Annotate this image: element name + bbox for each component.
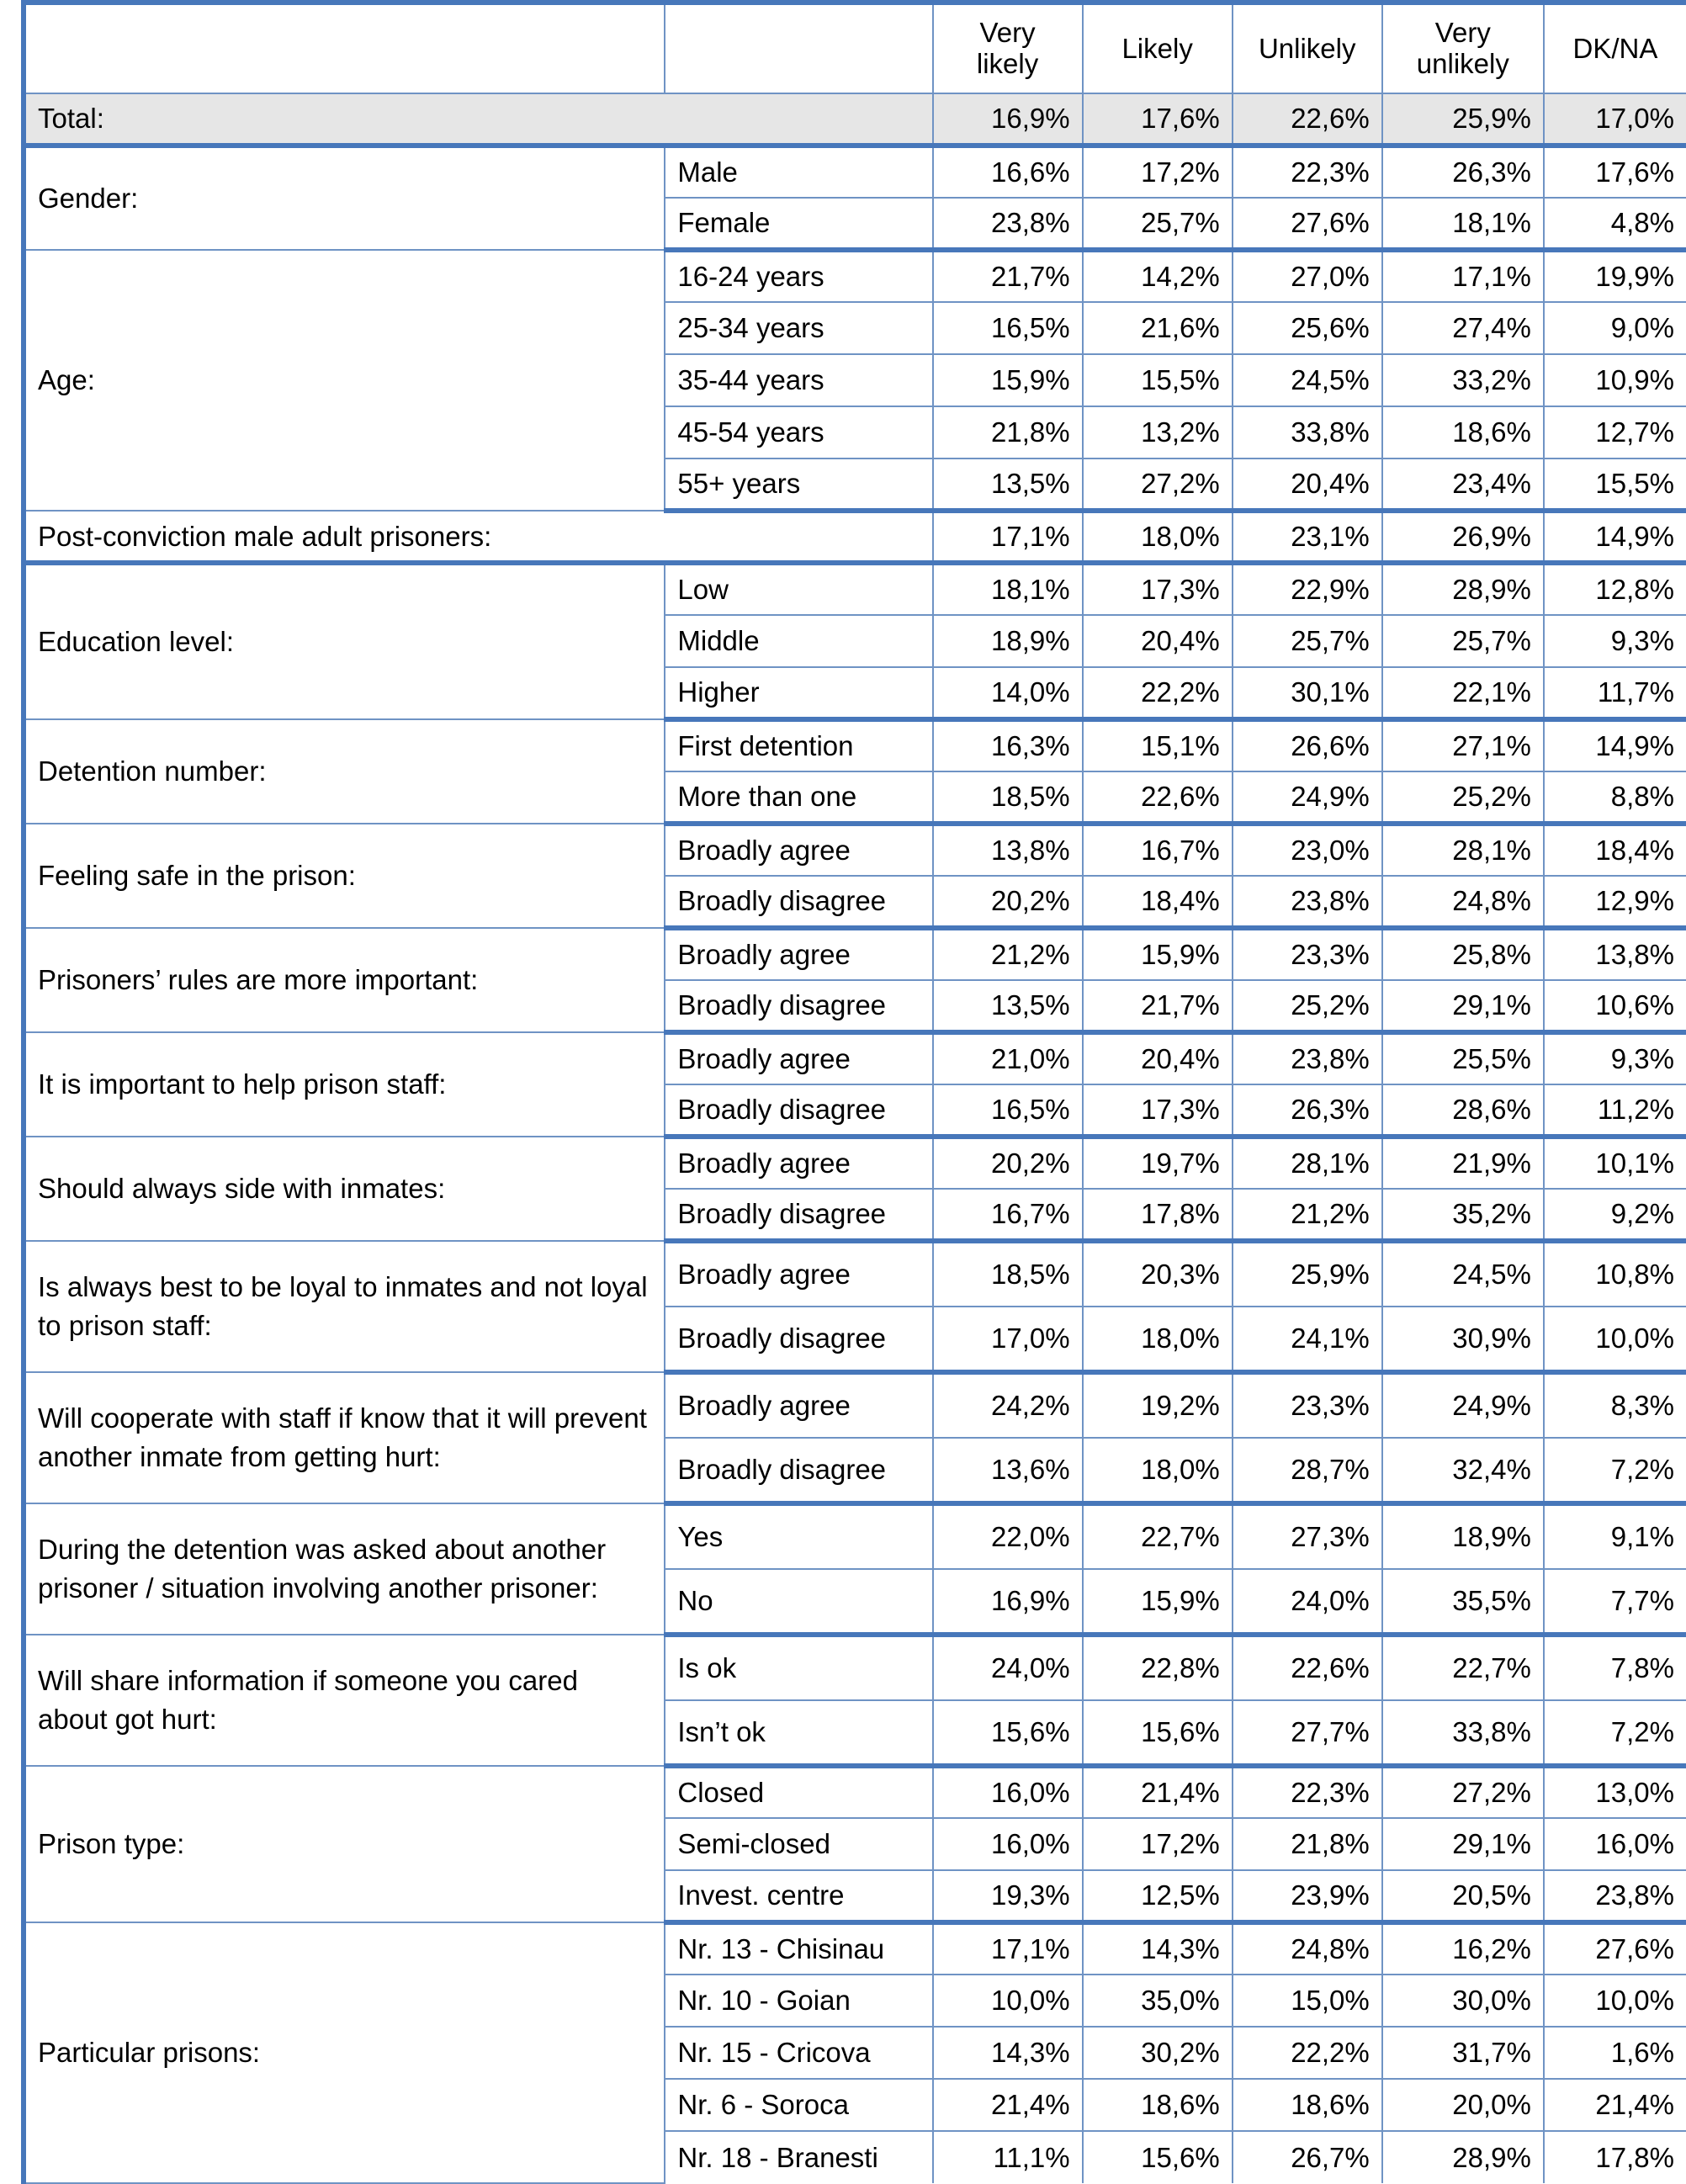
row-sub-label: Broadly agree	[665, 1137, 932, 1189]
data-cell: 16,7%	[933, 1189, 1083, 1241]
data-cell: 25,9%	[1233, 1241, 1382, 1307]
data-cell: 13,0%	[1544, 1766, 1686, 1818]
data-cell: 14,3%	[933, 2027, 1083, 2079]
data-cell: 22,7%	[1083, 1503, 1233, 1569]
data-cell: 24,9%	[1382, 1372, 1544, 1438]
row-sub-label: 16-24 years	[665, 250, 932, 302]
data-cell: 10,0%	[933, 1975, 1083, 2027]
data-cell: 24,0%	[933, 1635, 1083, 1700]
data-cell: 22,2%	[1083, 667, 1233, 719]
data-cell: 24,8%	[1382, 876, 1544, 928]
row-sub-label: Broadly disagree	[665, 1189, 932, 1241]
data-cell: 14,2%	[1083, 250, 1233, 302]
header-row	[24, 3, 1686, 93]
row-sub-label: Higher	[665, 667, 932, 719]
data-cell: 11,1%	[933, 2131, 1083, 2183]
row-group-label: It is important to help prison staff:	[24, 1032, 665, 1137]
data-cell: 31,7%	[1382, 2027, 1544, 2079]
row-sub-label: Nr. 6 - Soroca	[665, 2079, 932, 2131]
data-cell: 15,5%	[1083, 354, 1233, 406]
table-body	[24, 93, 1686, 2183]
data-cell: 30,0%	[1382, 1975, 1544, 2027]
row-group-label: Age:	[24, 250, 665, 511]
data-cell: 17,3%	[1083, 1084, 1233, 1137]
data-cell: 17,0%	[933, 1307, 1083, 1372]
row-sub-label: Middle	[665, 615, 932, 667]
data-cell: 13,6%	[933, 1438, 1083, 1503]
row-sub-label: Broadly agree	[665, 1372, 932, 1438]
row-sub-label: Semi-closed	[665, 1818, 932, 1870]
data-cell: 28,7%	[1233, 1438, 1382, 1503]
row-sub-label: Broadly agree	[665, 1032, 932, 1084]
row-sub-label: Broadly disagree	[665, 1307, 932, 1372]
data-cell: 4,8%	[1544, 198, 1686, 250]
data-cell: 25,9%	[1382, 93, 1544, 146]
table-row	[24, 1922, 1686, 1975]
data-cell: 18,0%	[1083, 1307, 1233, 1372]
data-cell: 16,9%	[933, 1569, 1083, 1635]
data-cell: 25,7%	[1382, 615, 1544, 667]
data-cell: 19,2%	[1083, 1372, 1233, 1438]
survey-table-sheet	[21, 0, 1686, 2184]
data-cell: 17,8%	[1544, 2131, 1686, 2183]
data-cell: 16,3%	[933, 719, 1083, 771]
row-sub-label: Nr. 10 - Goian	[665, 1975, 932, 2027]
data-cell: 18,4%	[1544, 824, 1686, 876]
data-cell: 12,8%	[1544, 563, 1686, 615]
data-cell: 27,6%	[1544, 1922, 1686, 1975]
data-cell: 13,2%	[1083, 406, 1233, 459]
data-cell: 30,2%	[1083, 2027, 1233, 2079]
data-cell: 24,8%	[1233, 1922, 1382, 1975]
data-cell: 17,8%	[1083, 1189, 1233, 1241]
header-unlikely: Unlikely	[1233, 3, 1382, 93]
data-cell: 28,1%	[1382, 824, 1544, 876]
table-row	[24, 250, 1686, 302]
row-sub-label: 45-54 years	[665, 406, 932, 459]
row-sub-label: Low	[665, 563, 932, 615]
data-cell: 26,6%	[1233, 719, 1382, 771]
data-cell: 33,8%	[1382, 1700, 1544, 1766]
data-cell: 20,5%	[1382, 1870, 1544, 1922]
data-cell: 15,0%	[1233, 1975, 1382, 2027]
row-sub-label: Male	[665, 146, 932, 198]
row-group-label: Prison type:	[24, 1766, 665, 1922]
data-cell: 16,7%	[1083, 824, 1233, 876]
row-sub-label: Nr. 15 - Cricova	[665, 2027, 932, 2079]
data-cell: 25,2%	[1233, 980, 1382, 1032]
data-cell: 16,0%	[1544, 1818, 1686, 1870]
data-cell: 16,5%	[933, 1084, 1083, 1137]
data-cell: 15,5%	[1544, 459, 1686, 511]
data-cell: 12,5%	[1083, 1870, 1233, 1922]
data-cell: 28,9%	[1382, 2131, 1544, 2183]
table-row	[24, 719, 1686, 771]
data-cell: 15,1%	[1083, 719, 1233, 771]
table-row	[24, 1503, 1686, 1569]
data-cell: 20,4%	[1083, 1032, 1233, 1084]
data-cell: 35,0%	[1083, 1975, 1233, 2027]
data-cell: 26,3%	[1382, 146, 1544, 198]
data-cell: 27,2%	[1382, 1766, 1544, 1818]
data-cell: 29,1%	[1382, 980, 1544, 1032]
header-sub-column	[665, 3, 932, 93]
data-cell: 20,4%	[1083, 615, 1233, 667]
data-cell: 23,3%	[1233, 928, 1382, 980]
data-cell: 10,0%	[1544, 1307, 1686, 1372]
data-cell: 15,6%	[1083, 2131, 1233, 2183]
data-cell: 25,2%	[1382, 771, 1544, 824]
data-cell: 28,6%	[1382, 1084, 1544, 1137]
table-row	[24, 824, 1686, 876]
data-cell: 25,7%	[1233, 615, 1382, 667]
data-cell: 21,4%	[1083, 1766, 1233, 1818]
data-cell: 22,0%	[933, 1503, 1083, 1569]
data-cell: 23,8%	[1233, 876, 1382, 928]
data-cell: 23,8%	[1544, 1870, 1686, 1922]
data-cell: 21,2%	[1233, 1189, 1382, 1241]
data-cell: 21,4%	[933, 2079, 1083, 2131]
data-cell: 17,6%	[1544, 146, 1686, 198]
data-cell: 13,8%	[1544, 928, 1686, 980]
table-row	[24, 928, 1686, 980]
table-row	[24, 1137, 1686, 1189]
data-cell: 21,2%	[933, 928, 1083, 980]
row-group-label: Should always side with inmates:	[24, 1137, 665, 1241]
data-cell: 25,5%	[1382, 1032, 1544, 1084]
row-sub-label: Broadly agree	[665, 1241, 932, 1307]
data-cell: 19,3%	[933, 1870, 1083, 1922]
row-group-label: Feeling safe in the prison:	[24, 824, 665, 928]
row-sub-label: Yes	[665, 1503, 932, 1569]
data-cell: 20,3%	[1083, 1241, 1233, 1307]
data-cell: 12,7%	[1544, 406, 1686, 459]
data-cell: 24,0%	[1233, 1569, 1382, 1635]
row-group-label: Detention number:	[24, 719, 665, 824]
data-cell: 26,9%	[1382, 511, 1544, 563]
data-cell: 33,2%	[1382, 354, 1544, 406]
data-cell: 8,8%	[1544, 771, 1686, 824]
data-cell: 15,6%	[1083, 1700, 1233, 1766]
data-cell: 17,0%	[1544, 93, 1686, 146]
data-cell: 21,6%	[1083, 302, 1233, 354]
row-sub-label: Nr. 18 - Branesti	[665, 2131, 932, 2183]
data-cell: 16,9%	[933, 93, 1083, 146]
data-cell: 17,1%	[933, 511, 1083, 563]
data-cell: 29,1%	[1382, 1818, 1544, 1870]
data-cell: 16,6%	[933, 146, 1083, 198]
data-cell: 9,0%	[1544, 302, 1686, 354]
data-cell: 27,7%	[1233, 1700, 1382, 1766]
data-cell: 19,7%	[1083, 1137, 1233, 1189]
row-group-label: Total:	[24, 93, 933, 146]
data-cell: 22,6%	[1233, 1635, 1382, 1700]
data-cell: 14,9%	[1544, 511, 1686, 563]
data-cell: 10,6%	[1544, 980, 1686, 1032]
data-cell: 27,4%	[1382, 302, 1544, 354]
data-cell: 9,3%	[1544, 615, 1686, 667]
data-cell: 22,9%	[1233, 563, 1382, 615]
data-cell: 9,1%	[1544, 1503, 1686, 1569]
data-cell: 27,6%	[1233, 198, 1382, 250]
data-cell: 11,7%	[1544, 667, 1686, 719]
data-cell: 17,2%	[1083, 1818, 1233, 1870]
data-cell: 24,9%	[1233, 771, 1382, 824]
data-cell: 17,3%	[1083, 563, 1233, 615]
data-cell: 23,1%	[1233, 511, 1382, 563]
row-sub-label: Female	[665, 198, 932, 250]
data-cell: 9,3%	[1544, 1032, 1686, 1084]
data-cell: 32,4%	[1382, 1438, 1544, 1503]
data-cell: 16,0%	[933, 1766, 1083, 1818]
row-sub-label: 35-44 years	[665, 354, 932, 406]
data-cell: 18,0%	[1083, 1438, 1233, 1503]
row-group-label: Post-conviction male adult prisoners:	[24, 511, 933, 563]
data-cell: 13,5%	[933, 459, 1083, 511]
row-group-label: During the detention was asked about another prisoner / situation involving another prisoner:	[24, 1503, 665, 1635]
row-group-label: Is always best to be loyal to inmates and not loyal to prison staff:	[24, 1241, 665, 1372]
data-cell: 26,3%	[1233, 1084, 1382, 1137]
data-cell: 18,9%	[933, 615, 1083, 667]
row-sub-label: Invest. centre	[665, 1870, 932, 1922]
data-cell: 22,8%	[1083, 1635, 1233, 1700]
data-cell: 18,1%	[1382, 198, 1544, 250]
header-likely: Likely	[1083, 3, 1233, 93]
data-cell: 22,7%	[1382, 1635, 1544, 1700]
data-cell: 22,3%	[1233, 146, 1382, 198]
row-sub-label: Nr. 13 - Chisinau	[665, 1922, 932, 1975]
row-sub-label: Broadly disagree	[665, 876, 932, 928]
data-cell: 35,5%	[1382, 1569, 1544, 1635]
data-cell: 10,0%	[1544, 1975, 1686, 2027]
row-sub-label: Broadly disagree	[665, 1084, 932, 1137]
table-row	[24, 563, 1686, 615]
table-header	[24, 3, 1686, 93]
data-cell: 22,1%	[1382, 667, 1544, 719]
data-cell: 20,4%	[1233, 459, 1382, 511]
table-row	[24, 1766, 1686, 1818]
table-row	[24, 1241, 1686, 1307]
data-cell: 35,2%	[1382, 1189, 1544, 1241]
header-dk-na: DK/NA	[1544, 3, 1686, 93]
data-cell: 17,6%	[1083, 93, 1233, 146]
row-group-label: Will share information if someone you cared about got hurt:	[24, 1635, 665, 1766]
data-cell: 18,1%	[933, 563, 1083, 615]
data-cell: 21,9%	[1382, 1137, 1544, 1189]
data-cell: 23,3%	[1233, 1372, 1382, 1438]
data-cell: 14,3%	[1083, 1922, 1233, 1975]
row-sub-label: Broadly agree	[665, 928, 932, 980]
data-cell: 27,0%	[1233, 250, 1382, 302]
table-row	[24, 1635, 1686, 1700]
header-label-column	[24, 3, 665, 93]
row-group-label: Will cooperate with staff if know that it will prevent another inmate from getting hurt:	[24, 1372, 665, 1503]
data-cell: 20,0%	[1382, 2079, 1544, 2131]
data-cell: 23,8%	[1233, 1032, 1382, 1084]
data-cell: 16,0%	[933, 1818, 1083, 1870]
data-cell: 18,9%	[1382, 1503, 1544, 1569]
data-cell: 27,3%	[1233, 1503, 1382, 1569]
data-cell: 28,9%	[1382, 563, 1544, 615]
data-cell: 18,6%	[1382, 406, 1544, 459]
data-cell: 24,1%	[1233, 1307, 1382, 1372]
data-cell: 26,7%	[1233, 2131, 1382, 2183]
data-cell: 22,2%	[1233, 2027, 1382, 2079]
data-cell: 7,7%	[1544, 1569, 1686, 1635]
data-cell: 24,2%	[933, 1372, 1083, 1438]
data-cell: 12,9%	[1544, 876, 1686, 928]
data-cell: 15,9%	[1083, 928, 1233, 980]
row-sub-label: More than one	[665, 771, 932, 824]
row-group-label: Gender:	[24, 146, 665, 250]
row-sub-label: Is ok	[665, 1635, 932, 1700]
data-cell: 23,8%	[933, 198, 1083, 250]
data-cell: 14,0%	[933, 667, 1083, 719]
data-cell: 28,1%	[1233, 1137, 1382, 1189]
data-cell: 10,8%	[1544, 1241, 1686, 1307]
data-cell: 21,7%	[933, 250, 1083, 302]
data-cell: 15,9%	[1083, 1569, 1233, 1635]
table-row	[24, 1032, 1686, 1084]
data-cell: 18,6%	[1083, 2079, 1233, 2131]
row-group-label: Prisoners’ rules are more important:	[24, 928, 665, 1032]
table-row	[24, 93, 1686, 146]
survey-results-table	[21, 0, 1686, 2184]
row-group-label: Particular prisons:	[24, 1922, 665, 2183]
data-cell: 18,6%	[1233, 2079, 1382, 2131]
data-cell: 22,6%	[1233, 93, 1382, 146]
data-cell: 25,7%	[1083, 198, 1233, 250]
data-cell: 30,9%	[1382, 1307, 1544, 1372]
data-cell: 13,5%	[933, 980, 1083, 1032]
data-cell: 21,0%	[933, 1032, 1083, 1084]
data-cell: 24,5%	[1233, 354, 1382, 406]
data-cell: 23,9%	[1233, 1870, 1382, 1922]
row-sub-label: Broadly agree	[665, 824, 932, 876]
data-cell: 20,2%	[933, 1137, 1083, 1189]
data-cell: 33,8%	[1233, 406, 1382, 459]
data-cell: 23,0%	[1233, 824, 1382, 876]
data-cell: 17,1%	[933, 1922, 1083, 1975]
header-very-likely: Very likely	[933, 3, 1083, 93]
data-cell: 27,1%	[1382, 719, 1544, 771]
data-cell: 1,6%	[1544, 2027, 1686, 2079]
data-cell: 17,2%	[1083, 146, 1233, 198]
table-row	[24, 511, 1686, 563]
row-sub-label: First detention	[665, 719, 932, 771]
data-cell: 7,8%	[1544, 1635, 1686, 1700]
table-row	[24, 146, 1686, 198]
data-cell: 21,7%	[1083, 980, 1233, 1032]
data-cell: 7,2%	[1544, 1700, 1686, 1766]
data-cell: 7,2%	[1544, 1438, 1686, 1503]
data-cell: 19,9%	[1544, 250, 1686, 302]
row-sub-label: Broadly disagree	[665, 980, 932, 1032]
data-cell: 25,6%	[1233, 302, 1382, 354]
row-sub-label: Broadly disagree	[665, 1438, 932, 1503]
data-cell: 16,5%	[933, 302, 1083, 354]
data-cell: 21,8%	[933, 406, 1083, 459]
data-cell: 18,4%	[1083, 876, 1233, 928]
data-cell: 9,2%	[1544, 1189, 1686, 1241]
header-very-unlikely: Very unlikely	[1382, 3, 1544, 93]
data-cell: 18,5%	[933, 771, 1083, 824]
row-sub-label: Closed	[665, 1766, 932, 1818]
row-sub-label: 25-34 years	[665, 302, 932, 354]
row-sub-label: No	[665, 1569, 932, 1635]
data-cell: 15,9%	[933, 354, 1083, 406]
row-sub-label: Isn’t ok	[665, 1700, 932, 1766]
data-cell: 22,3%	[1233, 1766, 1382, 1818]
data-cell: 23,4%	[1382, 459, 1544, 511]
data-cell: 22,6%	[1083, 771, 1233, 824]
data-cell: 24,5%	[1382, 1241, 1544, 1307]
data-cell: 11,2%	[1544, 1084, 1686, 1137]
data-cell: 18,5%	[933, 1241, 1083, 1307]
data-cell: 13,8%	[933, 824, 1083, 876]
data-cell: 20,2%	[933, 876, 1083, 928]
row-sub-label: 55+ years	[665, 459, 932, 511]
data-cell: 10,9%	[1544, 354, 1686, 406]
data-cell: 15,6%	[933, 1700, 1083, 1766]
data-cell: 14,9%	[1544, 719, 1686, 771]
data-cell: 10,1%	[1544, 1137, 1686, 1189]
row-group-label: Education level:	[24, 563, 665, 719]
data-cell: 30,1%	[1233, 667, 1382, 719]
data-cell: 27,2%	[1083, 459, 1233, 511]
data-cell: 8,3%	[1544, 1372, 1686, 1438]
data-cell: 25,8%	[1382, 928, 1544, 980]
data-cell: 18,0%	[1083, 511, 1233, 563]
data-cell: 16,2%	[1382, 1922, 1544, 1975]
data-cell: 21,8%	[1233, 1818, 1382, 1870]
data-cell: 17,1%	[1382, 250, 1544, 302]
table-row	[24, 1372, 1686, 1438]
data-cell: 21,4%	[1544, 2079, 1686, 2131]
